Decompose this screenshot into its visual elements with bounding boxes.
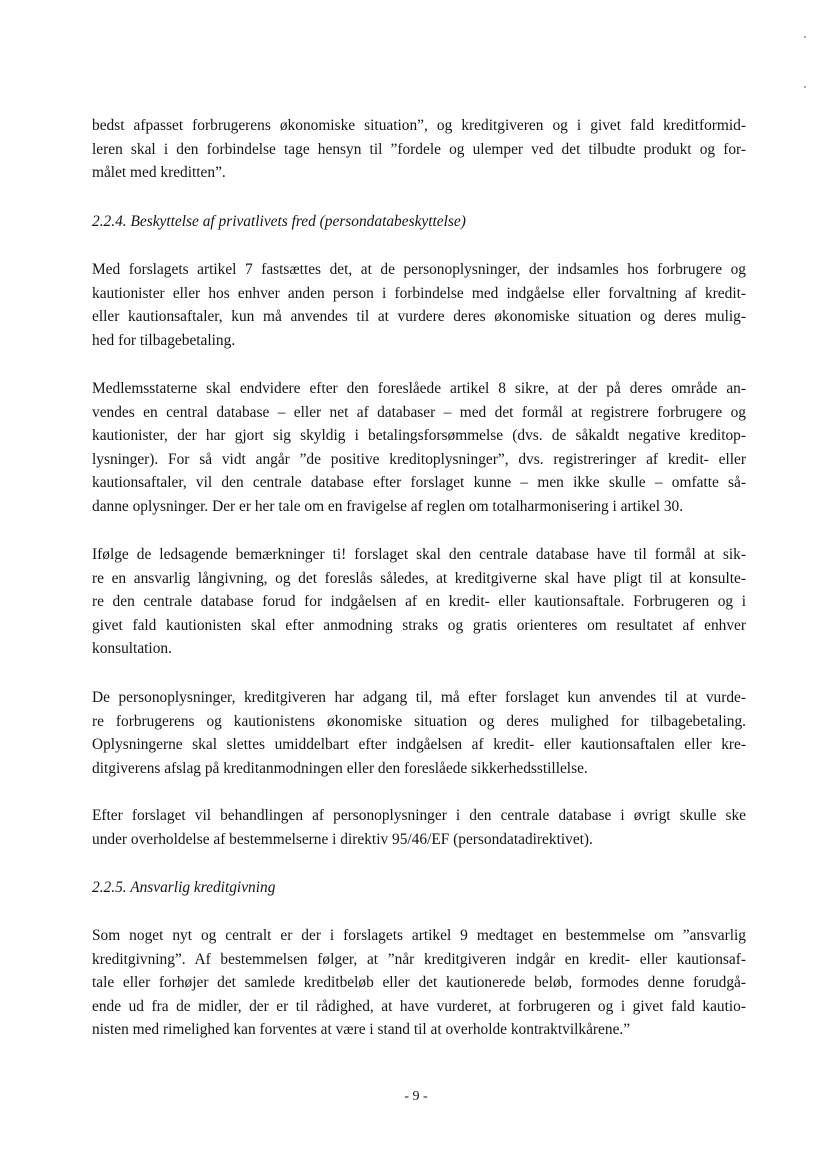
text-line: Efter forslaget vil behandlingen af personoplysninger i den centrale database i øvrigt skulle ske	[92, 807, 746, 824]
text-line: danne oplysninger. Der er her tale om en fravigelse af reglen om totalharmonisering i artikel 30.	[92, 497, 684, 515]
text-line: hed for tilbagebetaling.	[92, 331, 236, 349]
text-line: kreditgivning”. Af bestemmelsen følger, at ”når kreditgiveren indgår en kredit- eller kautionsaf-	[92, 950, 746, 968]
paragraph-article-9	[92, 924, 746, 1042]
text-line: kautionister eller hos enhver anden person i forbindelse med indgåelse eller forvaltning af kredit-	[92, 284, 746, 302]
text-line: kautionsaftaler, vil den centrale database efter forslaget kunne – men ikke skulle – omfatte så-	[92, 474, 746, 492]
text-line: re den centrale database forud for indgåelsen af en kredit- eller kautionsaftale. Forbrugeren og i	[92, 593, 746, 611]
text-line: tale eller forhøjer det samlede kreditbeløb eller det kautionerede beløb, formodes denne forudgå-	[92, 974, 746, 992]
text-line: kautionister, der har gjort sig skyldig i betalingsforsømmelse (dvs. de såkaldt negative kreditop-	[92, 427, 746, 445]
paragraph-article-7	[92, 258, 746, 352]
text-line: Ifølge de ledsagende bemærkninger ti! forslaget skal den centrale database have til formål at sik-	[92, 546, 746, 563]
paragraph-directive	[92, 804, 746, 851]
paragraph-intro	[92, 114, 746, 185]
section-heading-2-2-5: 2.2.5. Ansvarlig kreditgivning	[92, 879, 276, 896]
page-number: - 9 -	[404, 1089, 428, 1104]
text-line: re forbrugerens og kautionistens økonomiske situation og deres mulighed for tilbagebetaling.	[92, 712, 746, 730]
text-line: vendes en central database – eller net af databaser – med det formål at registrere forbrugere og	[92, 403, 746, 421]
text-line: konsultation.	[92, 640, 172, 658]
text-line: Som noget nyt og centralt er der i forslagets artikel 9 medtaget en bestemmelse om ”ansvarlig	[92, 927, 746, 944]
text-line: lysninger). For så vidt angår ”de positive kreditoplysninger”, dvs. registreringer af kredit- eller	[92, 450, 746, 468]
text-line: bedst afpasset forbrugerens økonomiske situation”, og kreditgiveren og i givet fald kreditformid-	[92, 117, 746, 134]
text-line: under overholdelse af bestemmelserne i direktiv 95/46/EF (persondatadirektivet).	[92, 830, 593, 848]
scan-speck	[804, 36, 806, 38]
paragraph-remarks	[92, 543, 746, 661]
paragraph-personal-data	[92, 686, 746, 780]
section-heading-2-2-4: 2.2.4. Beskyttelse af privatlivets fred (persondatabeskyttelse)	[92, 213, 466, 230]
text-line: re en ansvarlig långivning, og det foreslås således, at kreditgiverne skal have pligt til at konsulte-	[92, 569, 746, 587]
text-line: ditgiverens afslag på kreditanmodningen eller den foreslåede sikkerhedsstillelse.	[92, 759, 588, 777]
text-line: eller kautionsaftaler, kun må anvendes til at vurdere deres økonomiske situation og deres mulig-	[92, 308, 746, 326]
text-line: Oplysningerne skal slettes umiddelbart efter indgåelsen af kredit- eller kautionsaftalen eller kre-	[92, 736, 746, 754]
text-line: givet fald kautionisten skal efter anmodning straks og gratis orienteres om resultatet af enhver	[92, 616, 746, 634]
text-line: De personoplysninger, kreditgiveren har adgang til, må efter forslaget kun anvendes til at vurde-	[92, 689, 746, 706]
text-line: Medlemsstaterne skal endvidere efter den foreslåede artikel 8 sikre, at der på deres område an-	[92, 380, 746, 397]
scan-speck	[804, 86, 806, 88]
text-line: målet med kreditten”.	[92, 164, 226, 182]
text-line: ende ud fra de midler, der er til rådighed, at have vurderet, at forbrugeren og i givet fald kautio-	[92, 997, 746, 1015]
text-line: leren skal i den forbindelse tage hensyn til ”fordele og ulemper ved det tilbudte produkt og for-	[92, 140, 746, 158]
text-line: Med forslagets artikel 7 fastsættes det, at de personoplysninger, der indsamles hos forbrugere og	[92, 261, 746, 278]
paragraph-article-8	[92, 377, 746, 519]
text-line: nisten med rimelighed kan forventes at være i stand til at overholde kontraktvilkårene.”	[92, 1021, 631, 1039]
